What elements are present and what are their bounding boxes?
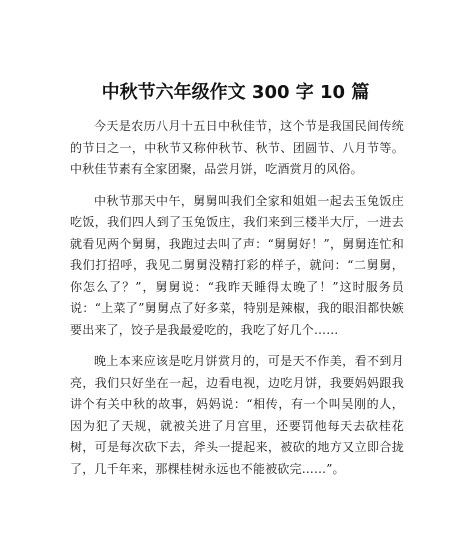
paragraph-lunch: 中秋节那天中午，舅舅叫我们全家和姐姐一起去玉兔饭庄吃饭，我们四人到了玉兔饭庄，我们来到三楼半大厅，一进去就看见两个舅舅，我跑过去叫了声：“舅舅好！”，舅舅连忙和我们打招呼，我见二舅舅没精打彩的样子，就问：“二舅舅，你怎么了？”，舅舅说：“我昨天睡得太晚了！”这时服务员说：“上菜了”舅舅点了好多菜，特别是辣椒，我的眼泪都快嫉要出来了，饺子是我最爱吃的，我吃了好几个…… — [70, 193, 404, 337]
page-title: 中秋节六年级作文 300 字 10 篇 — [101, 82, 370, 103]
paragraph-intro: 今天是农历八月十五日中秋佳节，这个节是我国民间传统的节日之一，中秋节又称仲秋节、秋节、团圆节、八月节等。中秋佳节素有全家团聚，品尝月饼，吃酒赏月的风俗。 — [70, 119, 404, 176]
article-body — [70, 116, 404, 490]
paragraph-evening: 晚上本来应该是吃月饼赏月的，可是天不作美，看不到月亮，我们只好坐在一起，边看电视，边吃月饼，我要妈妈跟我讲个有关中秋的故事，妈妈说：“相传，有一个叫吴刚的人，因为犯了天规，就被关进了月宫里，还要罚他每天去砍桂花树，可是每次砍下去，斧头一提起来，被砍的地方又立即合拢了，几千年来，那棵桂树永远也不能被砍完……”。 — [70, 354, 404, 476]
